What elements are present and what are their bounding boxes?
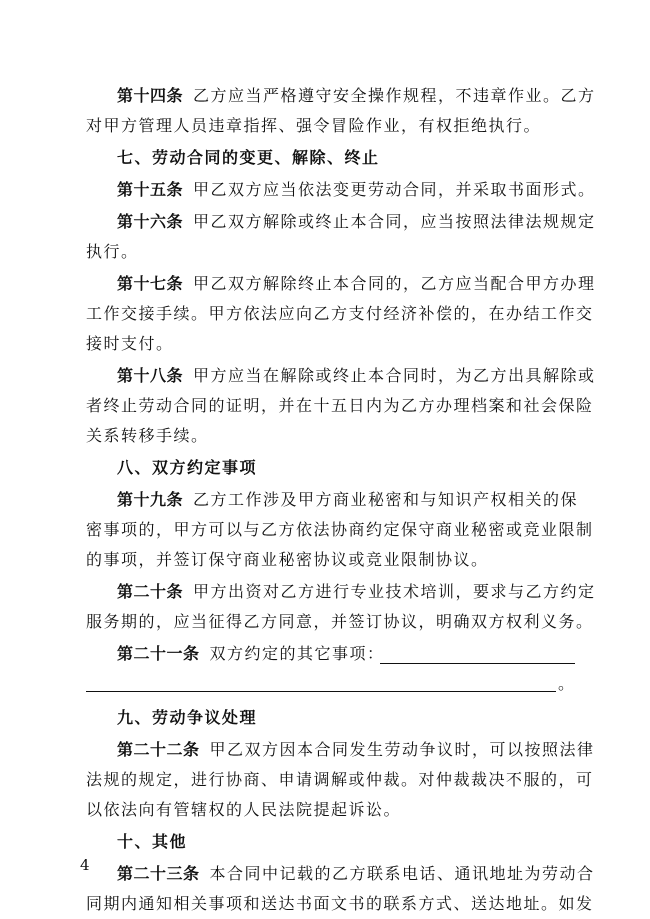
- article-19-text-1: 乙方工作涉及甲方商业秘密和与知识产权相关的保: [193, 490, 579, 509]
- article-15-label: 第十五条: [117, 180, 184, 199]
- article-19-label: 第十九条: [117, 490, 184, 509]
- article-20-label: 第二十条: [117, 582, 184, 601]
- article-16-label: 第十六条: [117, 212, 184, 231]
- article-17-label: 第十七条: [117, 274, 184, 293]
- article-14-label: 第十四条: [117, 86, 184, 105]
- article-19-line-1: [117, 490, 579, 510]
- article-20-line-2: 服务期的，应当征得乙方同意，并签订协议，明确双方权利义务。: [86, 612, 594, 631]
- article-21-blank-line-2: [86, 691, 556, 692]
- article-21-line-1: [117, 644, 407, 664]
- article-23-line-1: [117, 864, 595, 884]
- article-16-text-1: 甲乙双方解除或终止本合同，应当按照法律法规规定: [193, 212, 596, 231]
- article-20-line-1: [117, 582, 596, 602]
- article-17-line-2: 工作交接手续。甲方依法应向乙方支付经济补偿的，在办结工作交: [86, 304, 594, 323]
- section-8-heading: 八、双方约定事项: [117, 458, 258, 477]
- article-20-text-1: 甲方出资对乙方进行专业技术培训，要求与乙方约定: [193, 582, 596, 601]
- article-21-period: 。: [558, 674, 575, 693]
- article-16-line-2: 执行。: [86, 242, 139, 261]
- article-22-text-1: 甲乙双方因本合同发生劳动争议时，可以按照法律: [209, 740, 595, 759]
- article-17-text-1: 甲乙双方解除终止本合同的，乙方应当配合甲方办理: [193, 274, 596, 293]
- article-18-label: 第十八条: [117, 366, 184, 385]
- article-16-line-1: [117, 212, 596, 232]
- article-18-text-1: 甲方应当在解除或终止本合同时，为乙方出具解除或: [193, 366, 596, 385]
- article-19-line-3: 的事项，并签订保守商业秘密协议或竞业限制协议。: [86, 550, 489, 569]
- article-15-line-1: [117, 180, 596, 200]
- article-14-text-1: 乙方应当严格遵守安全操作规程，不违章作业。乙方: [193, 86, 596, 105]
- article-22-line-2: 法规的规定，进行协商、申请调解或仲裁。对仲裁裁决不服的，可: [86, 770, 594, 789]
- article-17-line-1: [117, 274, 596, 294]
- article-23-label: 第二十三条: [117, 864, 200, 883]
- section-9-heading: 九、劳动争议处理: [117, 708, 258, 727]
- article-14-line-1: [117, 86, 596, 106]
- article-15-text-1: 甲乙双方应当依法变更劳动合同，并采取书面形式。: [193, 180, 596, 199]
- article-23-line-2: 同期内通知相关事项和送达书面文书的联系方式、送达地址。如发: [86, 894, 594, 913]
- article-21-text-1: 双方约定的其它事项：: [209, 644, 385, 663]
- article-18-line-2: 者终止劳动合同的证明，并在十五日内为乙方办理档案和社会保险: [86, 396, 594, 415]
- article-22-label: 第二十二条: [117, 740, 200, 759]
- article-22-line-3: 以依法向有管辖权的人民法院提起诉讼。: [86, 800, 402, 819]
- article-21-label: 第二十一条: [117, 644, 200, 663]
- section-10-heading: 十、其他: [117, 832, 188, 851]
- article-18-line-1: [117, 366, 596, 386]
- article-14-line-2: 对甲方管理人员违章指挥、强令冒险作业，有权拒绝执行。: [86, 116, 542, 135]
- article-22-line-1: [117, 740, 595, 760]
- page-number: 4: [80, 856, 90, 874]
- article-23-text-1: 本合同中记载的乙方联系电话、通讯地址为劳动合: [209, 864, 595, 883]
- section-7-heading: 七、劳动合同的变更、解除、终止: [117, 148, 380, 167]
- article-17-line-3: 接时支付。: [86, 334, 174, 353]
- article-18-line-3: 关系转移手续。: [86, 426, 209, 445]
- article-21-blank-line-1: [380, 663, 575, 664]
- article-19-line-2: 密事项的，甲方可以与乙方依法协商约定保守商业秘密或竞业限制: [86, 520, 594, 539]
